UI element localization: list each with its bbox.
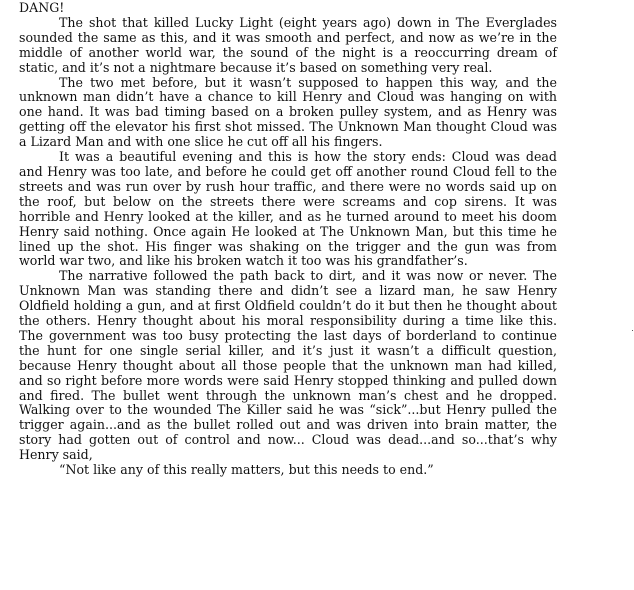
story-paragraph-4: The narrative followed the path back to dirt, and it was now or never. The Unknown Man was standing there and didn’t see a lizard man, he saw Henry Oldfield holding a gun, and at first Oldfield couldn’t do it but then he thought about the others. Henry thought about his moral responsibility during a time like this. The government was too busy protecting the last days of borderland to continue the hunt for one single serial killer, and it’s just it wasn’t a difficult question, because Henry thought about all those people that the unknown man had killed, and so right before more words were said Henry stopped thinking and pulled down and fired. The bullet went through the unknown man’s chest and he dropped. Walking over to the wounded The Killer said he was “sick”...but Henry pulled the trigger again...and as the bullet rolled out and was driven into brain matter, the story had gotten out of control and now... Cloud was dead...and so...that’s why Henry said, <box>19 268 557 463</box>
closing-quote: “Not like any of this really matters, but this needs to end.” <box>59 462 434 478</box>
story-paragraph-2: The two met before, but it wasn’t supposed to happen this way, and the unknown man didn’t have a chance to kill Henry and Cloud was hanging on with one hand. It was bad timing based on a broken pulley system, and as Henry was getting off the elevator his first shot missed. The Unknown Man thought Cloud was a Lizard Man and with one slice he cut off all his fingers. <box>19 74 557 150</box>
story-page <box>19 1 557 478</box>
story-paragraph-3: It was a beautiful evening and this is how the story ends: Cloud was dead and Henry was too late, and before he could get off another round Cloud fell to the streets and was run over by rush hour traffic, and there were no words said up on the roof, but below on the streets there were screams and cop sirens. It was horrible and Henry looked at the killer, and as he turned around to meet his doom Henry said nothing. Once again He looked at The Unknown Man, but this time he lined up the shot. His finger was shaking on the trigger and the gun was from world war two, and like his broken watch it too was his grandfather’s. <box>19 149 557 269</box>
story-heading: DANG! <box>19 0 65 15</box>
stray-dot <box>632 330 633 331</box>
story-paragraph-1: The shot that killed Lucky Light (eight years ago) down in The Everglades sounded the same as this, and it was smooth and perfect, and now as we’re in the middle of another world war, the sound of the night is a reoccurring dream of static, and it’s not a nightmare because it’s based on something very real. <box>19 14 557 75</box>
